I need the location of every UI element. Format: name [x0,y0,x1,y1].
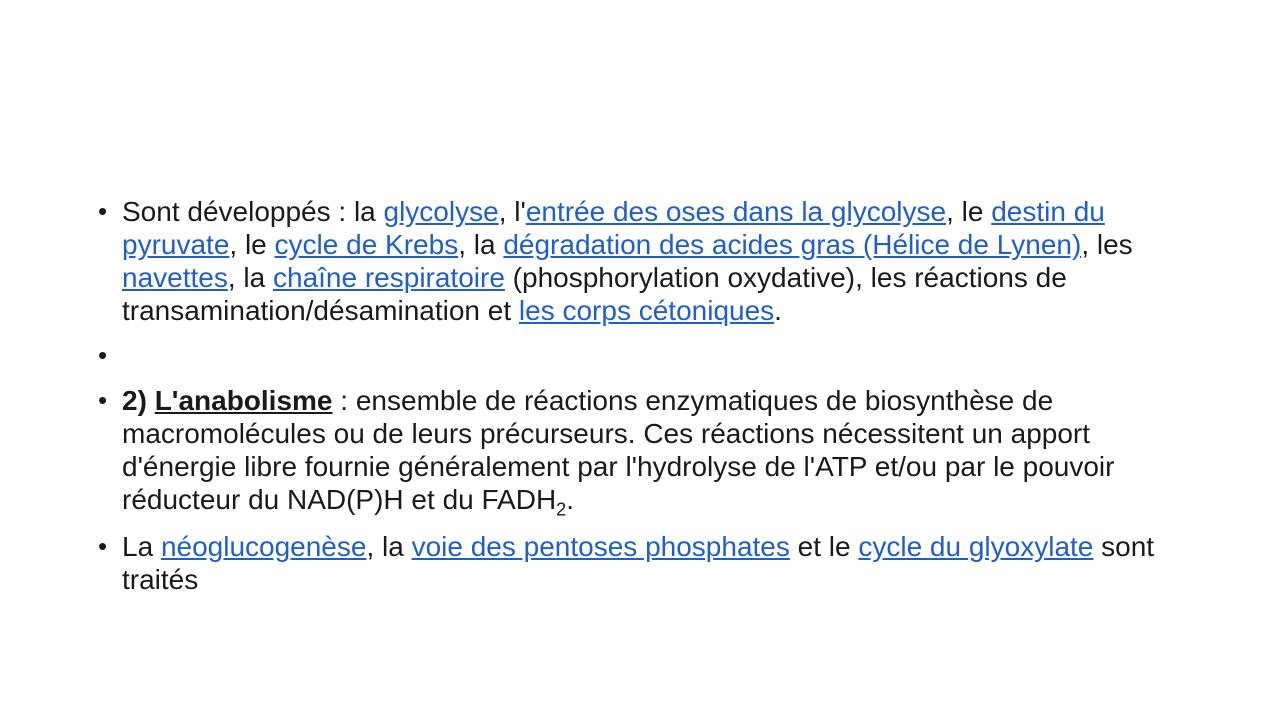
bullet-marker: • [98,196,108,226]
text: , la [227,262,273,293]
term-anabolisme: L'anabolisme [154,385,333,416]
bullet-catabolism-topics [98,195,1178,327]
text: sont traités [122,531,1155,595]
link-neoglucogenese[interactable]: néoglucogenèse [160,531,367,562]
link-navettes[interactable]: navettes [122,262,228,293]
text: . [566,484,574,515]
text: . [774,295,782,326]
text: , la [458,229,504,260]
section-number: 2) [122,385,155,416]
text: , la [366,531,412,562]
text: La [122,531,161,562]
link-cycle-krebs[interactable]: cycle de Krebs [274,229,459,260]
link-chaine-respiratoire[interactable]: chaîne respiratoire [273,262,505,293]
text: et le [789,531,859,562]
text: , le [946,196,992,227]
link-corps-cetoniques[interactable]: les corps cétoniques [518,295,775,326]
bullet-marker: • [98,531,108,561]
bullet-marker: • [98,385,108,415]
bullet-empty [98,339,1178,372]
link-cycle-glyoxylate[interactable]: cycle du glyoxylate [858,531,1094,562]
link-entree-oses[interactable]: entrée des oses dans la glycolyse [525,196,947,227]
link-glycolyse[interactable]: glycolyse [383,196,499,227]
text: Sont développés : la [122,196,384,227]
link-voie-pentoses[interactable]: voie des pentoses phosphates [411,531,790,562]
definition-text: : ensemble de réactions enzymatiques de biosynthèse de macromolécules ou de leurs précurseurs. Ces réactions nécessitent un apport d'énergie libre fournie généralement par l'hydrolyse de l'ATP et/ou par le pouvoir réducteur du NAD(P)H et du FADH [122,385,1115,515]
text: , le [229,229,275,260]
bullet-anabolism-topics [98,530,1178,596]
text: (phosphorylation oxydative), les réactions de transamination/désamination et [122,262,1067,326]
bullet-marker: • [98,340,108,370]
subscript: 2 [556,499,567,520]
link-degradation-acides-gras[interactable]: dégradation des acides gras (Hélice de Lynen) [503,229,1082,260]
link-destin-pyruvate[interactable]: destin du pyruvate [122,196,1105,260]
text: , les [1081,229,1133,260]
bullet-anabolism [98,384,1178,520]
text: , l' [498,196,526,227]
bullet-list [98,195,1178,596]
